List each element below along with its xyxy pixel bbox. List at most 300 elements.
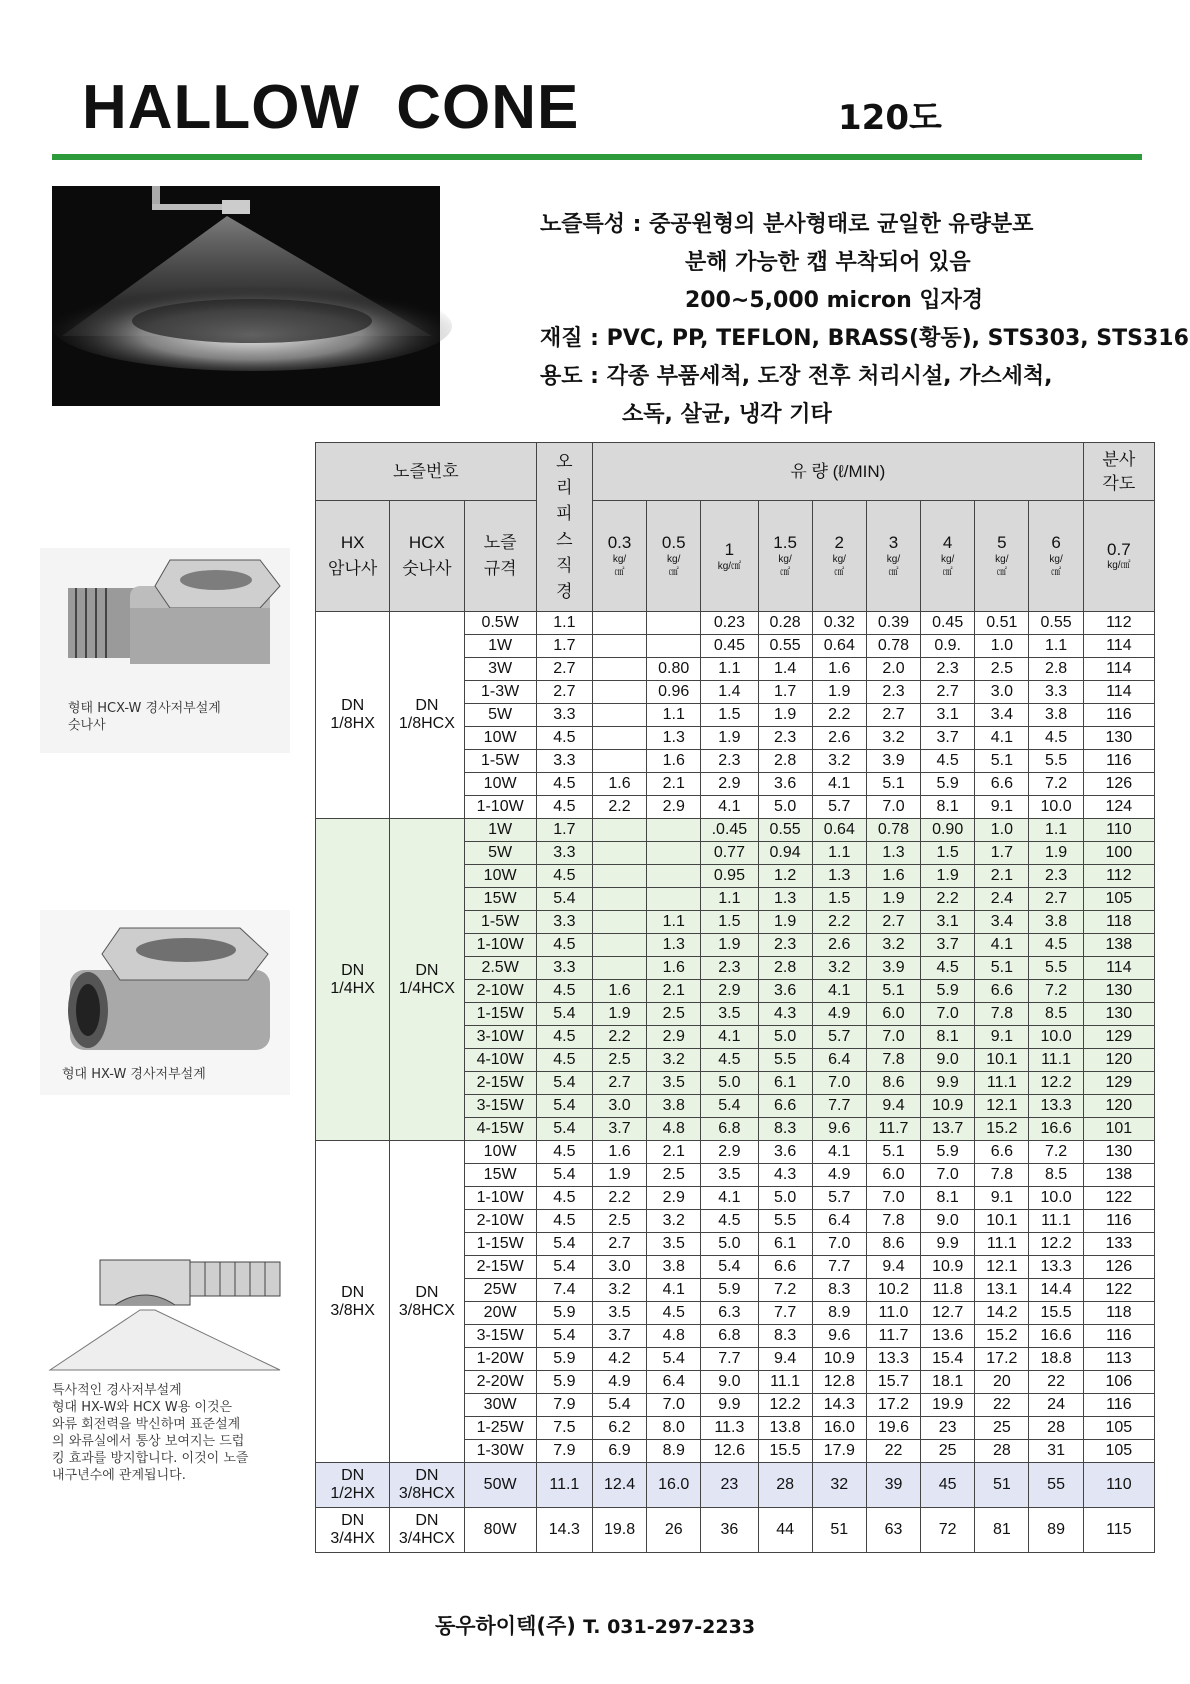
- spray-angle: 116: [1083, 750, 1154, 773]
- flow-value: 4.5: [701, 1210, 758, 1233]
- footer: [0, 1610, 1190, 1640]
- flow-value: 10.1: [975, 1049, 1029, 1072]
- flow-value: 6.0: [866, 1164, 920, 1187]
- orifice-diameter: 5.4: [536, 1072, 592, 1095]
- pressure-value: 1: [724, 539, 735, 559]
- flow-value: 9.1: [975, 1187, 1029, 1210]
- flow-value: 8.6: [866, 1072, 920, 1095]
- flow-value: 45: [921, 1463, 975, 1508]
- flow-value: 3.5: [592, 1302, 646, 1325]
- nozzle-spec: 2-10W: [464, 980, 536, 1003]
- flow-value: 11.7: [866, 1118, 920, 1141]
- spray-angle: 105: [1083, 888, 1154, 911]
- flow-value: 1.5: [701, 704, 758, 727]
- flow-value: 0.45: [921, 612, 975, 635]
- flow-value: [647, 819, 701, 842]
- flow-value: 32: [812, 1463, 866, 1508]
- flow-value: 51: [812, 1508, 866, 1553]
- spray-angle: 114: [1083, 957, 1154, 980]
- flow-value: 1.6: [592, 980, 646, 1003]
- image-caption: 특사적인 경사저부설계 형대 HX-W와 HCX W용 이것은 와류 회전력을 박신하며 표준설계 의 와류실에서 통상 보여지는 드럽 킹 효과를 방지합니다. 이것이 노즐 내구년수에 관계됩니다.: [52, 1383, 249, 1483]
- orifice-diameter: 4.5: [536, 865, 592, 888]
- hcx-model: [390, 819, 464, 1141]
- flow-value: 5.4: [592, 1394, 646, 1417]
- flow-value: 28: [758, 1463, 812, 1508]
- flow-value: 89: [1029, 1508, 1083, 1553]
- header-hx: [316, 501, 390, 612]
- hcx-model-line: DN: [415, 961, 439, 979]
- flow-value: 15.5: [758, 1440, 812, 1463]
- flow-value: 2.3: [758, 727, 812, 750]
- flow-value: 1.4: [758, 658, 812, 681]
- orifice-diameter: 2.7: [536, 658, 592, 681]
- orifice-diameter: 7.9: [536, 1440, 592, 1463]
- pressure-unit: kg/: [832, 554, 846, 565]
- flow-value: 63: [866, 1508, 920, 1553]
- flow-value: 4.2: [592, 1348, 646, 1371]
- hcx-label: 숫나사: [402, 559, 452, 578]
- flow-value: 8.9: [812, 1302, 866, 1325]
- flow-value: 10.0: [1029, 1026, 1083, 1049]
- flow-value: 3.2: [812, 957, 866, 980]
- flow-value: 0.95: [701, 865, 758, 888]
- nozzle-spec: 1-25W: [464, 1417, 536, 1440]
- flow-value: 7.0: [921, 1003, 975, 1026]
- hx-label: HX: [340, 533, 365, 552]
- orifice-diameter: 5.4: [536, 1233, 592, 1256]
- flow-value: 1.9: [592, 1003, 646, 1026]
- flow-value: 10.0: [1029, 796, 1083, 819]
- hcx-model-line: DN: [415, 697, 439, 714]
- flow-value: 3.6: [758, 773, 812, 796]
- spray-angle: 122: [1083, 1187, 1154, 1210]
- flow-value: 9.1: [975, 796, 1029, 819]
- flow-value: 72: [921, 1508, 975, 1553]
- flow-value: [592, 750, 646, 773]
- flow-value: 3.1: [921, 911, 975, 934]
- flow-value: 1.5: [701, 911, 758, 934]
- flow-value: 0.90: [921, 819, 975, 842]
- flow-value: 9.4: [866, 1256, 920, 1279]
- flow-value: 8.1: [921, 796, 975, 819]
- flow-value: 5.9: [701, 1279, 758, 1302]
- flow-value: 8.3: [758, 1118, 812, 1141]
- flow-value: 5.5: [758, 1049, 812, 1072]
- flow-value: 19.9: [921, 1394, 975, 1417]
- flow-value: 2.1: [975, 865, 1029, 888]
- flow-value: 3.8: [1029, 704, 1083, 727]
- flow-value: 5.1: [975, 957, 1029, 980]
- spray-angle: 118: [1083, 911, 1154, 934]
- company-name: 동우하이텍(주): [434, 1614, 576, 1638]
- nozzle-spec: 1-15W: [464, 1003, 536, 1026]
- flow-value: 0.55: [758, 635, 812, 658]
- nozzle-description: [540, 206, 1189, 434]
- flow-value: [592, 911, 646, 934]
- hx-model-line: 1/4HX: [330, 979, 375, 997]
- flow-value: 3.2: [592, 1279, 646, 1302]
- flow-value: 16.6: [1029, 1325, 1083, 1348]
- nozzle-spec: 3W: [464, 658, 536, 681]
- nozzle-spec: 1-30W: [464, 1440, 536, 1463]
- flow-value: 1.9: [758, 911, 812, 934]
- flow-value: [592, 704, 646, 727]
- orifice-diameter: 4.5: [536, 1049, 592, 1072]
- flow-value: 18.1: [921, 1371, 975, 1394]
- flow-value: 6.6: [975, 1141, 1029, 1164]
- flow-value: 9.0: [921, 1049, 975, 1072]
- flow-value: 4.1: [812, 1141, 866, 1164]
- flow-value: 7.0: [866, 1026, 920, 1049]
- flow-value: 3.7: [592, 1325, 646, 1348]
- pressure-value: 0.3: [607, 533, 632, 552]
- flow-value: 2.7: [1029, 888, 1083, 911]
- nozzle-spec: 0.5W: [464, 612, 536, 635]
- flow-value: 2.5: [975, 658, 1029, 681]
- flow-value: 20: [975, 1371, 1029, 1394]
- spray-angle: 114: [1083, 635, 1154, 658]
- image-caption: 형태 HCX-W 경사저부설계 숫나사: [68, 701, 221, 733]
- flow-value: 9.4: [758, 1348, 812, 1371]
- flow-value: 1.1: [647, 911, 701, 934]
- flow-value: 3.0: [592, 1256, 646, 1279]
- flow-value: 1.9: [701, 727, 758, 750]
- flow-value: 18.8: [1029, 1348, 1083, 1371]
- spray-angle: 130: [1083, 727, 1154, 750]
- flow-value: 6.8: [701, 1325, 758, 1348]
- flow-value: 2.7: [592, 1072, 646, 1095]
- flow-value: 5.7: [812, 1187, 866, 1210]
- flow-value: 14.2: [975, 1302, 1029, 1325]
- flow-value: 3.2: [866, 727, 920, 750]
- spray-angle: 126: [1083, 773, 1154, 796]
- spray-angle: 110: [1083, 819, 1154, 842]
- flow-value: 2.8: [1029, 658, 1083, 681]
- flow-value: 22: [975, 1394, 1029, 1417]
- pressure-header: [592, 501, 646, 612]
- usage-line: 용도 : 각종 부품세척, 도장 전후 처리시설, 가스세척,: [540, 364, 1053, 389]
- flow-value: 5.7: [812, 796, 866, 819]
- flow-value: 23: [701, 1463, 758, 1508]
- flow-value: 12.7: [921, 1302, 975, 1325]
- spray-angle: 120: [1083, 1049, 1154, 1072]
- nozzle-image-hx: [40, 910, 290, 1095]
- flow-value: 1.9: [701, 934, 758, 957]
- table-row: [316, 1508, 1155, 1553]
- flow-value: 4.5: [1029, 934, 1083, 957]
- hcx-model-line: DN: [415, 1467, 439, 1484]
- flow-value: 22: [1029, 1371, 1083, 1394]
- flow-value: 0.9.: [921, 635, 975, 658]
- nozzle-spec: 3-15W: [464, 1325, 536, 1348]
- pressure-value: 4: [942, 533, 953, 552]
- flow-value: 0.39: [866, 612, 920, 635]
- orifice-char: 피: [556, 504, 573, 523]
- pressure-unit-sq: ㎠: [996, 567, 1007, 578]
- nozzle-spec: 10W: [464, 773, 536, 796]
- flow-value: 13.8: [758, 1417, 812, 1440]
- pressure-header: [866, 501, 920, 612]
- nozzle-spec: 15W: [464, 888, 536, 911]
- spray-angle: 138: [1083, 1164, 1154, 1187]
- flow-value: 8.9: [647, 1440, 701, 1463]
- flow-value: 15.2: [975, 1118, 1029, 1141]
- spray-angle: 112: [1083, 865, 1154, 888]
- flow-value: [592, 819, 646, 842]
- flow-value: 6.4: [812, 1210, 866, 1233]
- flow-value: 2.5: [592, 1210, 646, 1233]
- flow-value: 12.2: [1029, 1072, 1083, 1095]
- usage-line: 소독, 살균, 냉각 기타: [622, 402, 832, 427]
- orifice-diameter: 14.3: [536, 1508, 592, 1553]
- flow-value: 17.9: [812, 1440, 866, 1463]
- orifice-diameter: 4.5: [536, 1141, 592, 1164]
- flow-value: 0.78: [866, 635, 920, 658]
- header-nozzle-number: 노즐번호: [316, 443, 537, 501]
- flow-value: 6.3: [701, 1302, 758, 1325]
- flow-value: 13.6: [921, 1325, 975, 1348]
- spray-angle: 114: [1083, 658, 1154, 681]
- flow-value: 2.1: [647, 1141, 701, 1164]
- pressure-unit-sq: ㎠: [1051, 567, 1062, 578]
- flow-value: 6.6: [758, 1095, 812, 1118]
- pressure-unit-sq: ㎠: [834, 567, 845, 578]
- flow-value: 25: [975, 1417, 1029, 1440]
- nozzle-spec: 1-10W: [464, 934, 536, 957]
- orifice-diameter: 3.3: [536, 750, 592, 773]
- flow-value: 2.6: [812, 727, 866, 750]
- pressure-unit-sq: ㎠: [614, 567, 625, 578]
- flow-value: 0.51: [975, 612, 1029, 635]
- flow-value: 2.9: [647, 1187, 701, 1210]
- nozzle-image-hcx: [40, 548, 290, 753]
- pressure-unit-sq: ㎠: [888, 567, 899, 578]
- flow-value: 10.2: [866, 1279, 920, 1302]
- flow-value: 15.5: [1029, 1302, 1083, 1325]
- image-caption: 형대 HX-W 경사저부설계: [62, 1067, 206, 1082]
- pressure-header: [921, 501, 975, 612]
- flow-value: 5.0: [701, 1072, 758, 1095]
- pressure-header: [975, 501, 1029, 612]
- flow-value: 11.1: [975, 1072, 1029, 1095]
- flow-value: 12.6: [701, 1440, 758, 1463]
- flow-value: 3.7: [921, 934, 975, 957]
- hcx-model-line: 3/8HCX: [398, 1301, 455, 1319]
- pressure-value: 3: [888, 533, 899, 552]
- flow-value: 17.2: [975, 1348, 1029, 1371]
- angle-label: 각도: [1102, 473, 1136, 493]
- hcx-model: [390, 612, 464, 819]
- nozzle-spec: 2-20W: [464, 1371, 536, 1394]
- flow-value: 22: [866, 1440, 920, 1463]
- orifice-diameter: 3.3: [536, 842, 592, 865]
- flow-value: 10.9: [921, 1256, 975, 1279]
- hcx-model-line: DN: [415, 1512, 439, 1529]
- hx-model-line: DN: [341, 1283, 365, 1301]
- orifice-char: 리: [556, 478, 573, 497]
- flow-value: 2.2: [592, 1187, 646, 1210]
- spray-angle: 126: [1083, 1256, 1154, 1279]
- feature-line: 중공원형의 분사형태로 균일한 유량분포: [649, 212, 1034, 237]
- flow-value: 8.1: [921, 1187, 975, 1210]
- flow-value: 7.0: [647, 1394, 701, 1417]
- flow-value: 1.7: [975, 842, 1029, 865]
- flow-value: 1.1: [701, 888, 758, 911]
- flow-value: 2.2: [812, 704, 866, 727]
- flow-value: 4.5: [647, 1302, 701, 1325]
- flow-value: 13.3: [1029, 1095, 1083, 1118]
- flow-value: [647, 865, 701, 888]
- flow-value: 2.7: [921, 681, 975, 704]
- flow-value: 4.3: [758, 1003, 812, 1026]
- flow-value: 8.1: [921, 1026, 975, 1049]
- orifice-diameter: 1.7: [536, 819, 592, 842]
- flow-value: 5.5: [1029, 957, 1083, 980]
- spec-label: 노즐: [483, 533, 517, 552]
- spray-angle: 118: [1083, 1302, 1154, 1325]
- flow-value: 7.2: [1029, 1141, 1083, 1164]
- flow-value: 15.4: [921, 1348, 975, 1371]
- hx-model-line: 1/8HX: [330, 715, 375, 732]
- nozzle-spec: 20W: [464, 1302, 536, 1325]
- pressure-unit: kg/: [940, 554, 955, 565]
- flow-value: 3.2: [812, 750, 866, 773]
- flow-value: 17.2: [866, 1394, 920, 1417]
- orifice-diameter: 1.1: [536, 612, 592, 635]
- flow-value: 3.2: [866, 934, 920, 957]
- pressure-unit-sq: ㎠: [668, 567, 679, 578]
- pressure-unit: kg/㎠: [1107, 559, 1131, 571]
- flow-value: 2.3: [701, 957, 758, 980]
- nozzle-spec: 2-10W: [464, 1210, 536, 1233]
- nozzle-spec: 4-15W: [464, 1118, 536, 1141]
- hx-model-line: DN: [341, 1512, 365, 1529]
- flow-value: 1.9: [592, 1164, 646, 1187]
- flow-value: 5.4: [701, 1095, 758, 1118]
- flow-value: [647, 635, 701, 658]
- flow-value: 9.0: [921, 1210, 975, 1233]
- flow-value: 11.1: [1029, 1210, 1083, 1233]
- table-row: [316, 612, 1155, 635]
- flow-value: 3.8: [647, 1256, 701, 1279]
- flow-value: 0.32: [812, 612, 866, 635]
- flow-value: 12.2: [758, 1394, 812, 1417]
- spray-angle: 130: [1083, 1003, 1154, 1026]
- flow-value: 25: [921, 1440, 975, 1463]
- hx-label: 암나사: [327, 559, 378, 578]
- orifice-diameter: 5.4: [536, 1095, 592, 1118]
- flow-value: [647, 888, 701, 911]
- orifice-diameter: 7.5: [536, 1417, 592, 1440]
- orifice-diameter: 5.4: [536, 1118, 592, 1141]
- pressure-unit: kg/: [778, 554, 792, 565]
- hx-model: [316, 1463, 390, 1508]
- spray-angle: 138: [1083, 934, 1154, 957]
- hx-model: [316, 1508, 390, 1553]
- flow-value: 6.6: [975, 980, 1029, 1003]
- flow-value: 5.1: [866, 980, 920, 1003]
- flow-value: 1.5: [812, 888, 866, 911]
- orifice-diameter: 4.5: [536, 727, 592, 750]
- flow-value: 7.2: [1029, 980, 1083, 1003]
- pressure-value: 2: [834, 533, 845, 552]
- flow-value: 1.0: [975, 635, 1029, 658]
- flow-value: 7.8: [866, 1210, 920, 1233]
- flow-value: 3.1: [921, 704, 975, 727]
- flow-value: 3.4: [975, 704, 1029, 727]
- flow-value: [592, 865, 646, 888]
- angle-subtitle: 120도: [838, 98, 942, 138]
- flow-value: 3.0: [592, 1095, 646, 1118]
- flow-value: 7.7: [701, 1348, 758, 1371]
- hx-model: [316, 612, 390, 819]
- nozzle-spec: 1-10W: [464, 796, 536, 819]
- flow-value: 4.1: [975, 727, 1029, 750]
- flow-value: 0.64: [812, 635, 866, 658]
- flow-value: 2.1: [647, 773, 701, 796]
- flow-value: 2.4: [975, 888, 1029, 911]
- flow-value: 7.7: [758, 1302, 812, 1325]
- flow-value: 11.7: [866, 1325, 920, 1348]
- flow-value: 3.5: [701, 1164, 758, 1187]
- flow-value: 3.9: [866, 957, 920, 980]
- orifice-diameter: 4.5: [536, 934, 592, 957]
- flow-value: 8.0: [647, 1417, 701, 1440]
- spec-label: 규격: [483, 559, 517, 578]
- flow-value: 1.9: [1029, 842, 1083, 865]
- flow-value: [592, 957, 646, 980]
- flow-value: 14.3: [812, 1394, 866, 1417]
- flow-value: 0.64: [812, 819, 866, 842]
- flow-value: 3.8: [1029, 911, 1083, 934]
- flow-value: 4.8: [647, 1325, 701, 1348]
- nozzle-spec: 80W: [464, 1508, 536, 1553]
- flow-value: 3.5: [701, 1003, 758, 1026]
- hx-model-line: DN: [341, 1467, 365, 1484]
- flow-value: 9.9: [921, 1072, 975, 1095]
- flow-value: [647, 612, 701, 635]
- flow-value: 1.1: [701, 658, 758, 681]
- flow-value: [647, 842, 701, 865]
- flow-value: 0.45: [701, 635, 758, 658]
- flow-value: 1.5: [921, 842, 975, 865]
- flow-value: 1.6: [647, 750, 701, 773]
- flow-value: 12.2: [1029, 1233, 1083, 1256]
- spray-angle: 133: [1083, 1233, 1154, 1256]
- flow-value: 1.1: [812, 842, 866, 865]
- flow-value: 2.5: [647, 1003, 701, 1026]
- flow-value: 4.1: [975, 934, 1029, 957]
- flow-value: 2.2: [921, 888, 975, 911]
- orifice-char: 오: [556, 452, 573, 471]
- flow-value: 1.3: [758, 888, 812, 911]
- flow-value: 1.3: [866, 842, 920, 865]
- flow-value: [592, 842, 646, 865]
- header-hcx: [390, 501, 464, 612]
- flow-value: 4.1: [701, 1187, 758, 1210]
- nozzle-spec: 3-10W: [464, 1026, 536, 1049]
- flow-value: 9.6: [812, 1325, 866, 1348]
- flow-value: 4.5: [701, 1049, 758, 1072]
- spray-angle: 116: [1083, 1210, 1154, 1233]
- flow-value: 7.7: [812, 1095, 866, 1118]
- orifice-char: 직: [556, 556, 573, 575]
- hcx-model-line: 3/4HCX: [398, 1530, 455, 1547]
- flow-value: 2.2: [592, 1026, 646, 1049]
- hcx-label: HCX: [408, 533, 445, 552]
- flow-value: 1.1: [1029, 635, 1083, 658]
- flow-value: 4.1: [701, 796, 758, 819]
